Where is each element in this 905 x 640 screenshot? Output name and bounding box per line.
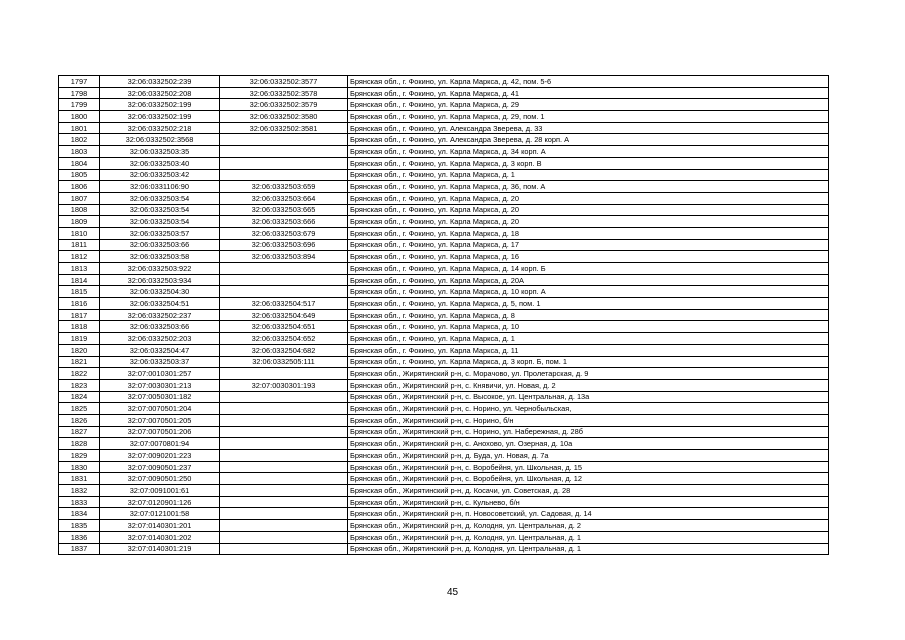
cadastral-number-cell: 32:07:0090501:237 (100, 461, 220, 473)
cadastral-number-cell: 32:07:0090501:250 (100, 473, 220, 485)
cadastral-number-cell: 32:07:0030301:213 (100, 379, 220, 391)
table-row (59, 403, 829, 415)
table-row (59, 368, 829, 380)
building-cadastral-number-cell: 32:06:0332502:3578 (220, 87, 348, 99)
table-row (59, 251, 829, 263)
row-number-cell: 1828 (59, 438, 100, 450)
row-number-cell: 1802 (59, 134, 100, 146)
address-cell: Брянская обл., г. Фокино, ул. Карла Маркса, д. 20 (348, 192, 829, 204)
address-cell: Брянская обл., Жирятинский р-н, с. Кульнево, б/н (348, 496, 829, 508)
building-cadastral-number-cell (220, 508, 348, 520)
table-row (59, 414, 829, 426)
table-row (59, 391, 829, 403)
property-register-table (58, 75, 829, 555)
address-cell: Брянская обл., Жирятинский р-н, с. Воробейня, ул. Школьная, д. 12 (348, 473, 829, 485)
table-row (59, 298, 829, 310)
table-row (59, 485, 829, 497)
row-number-cell: 1817 (59, 309, 100, 321)
table-body (59, 76, 829, 555)
table-row (59, 286, 829, 298)
address-cell: Брянская обл., Жирятинский р-н, д. Колодня, ул. Центральная, д. 2 (348, 520, 829, 532)
cadastral-number-cell: 32:07:0070501:205 (100, 414, 220, 426)
building-cadastral-number-cell (220, 403, 348, 415)
address-cell: Брянская обл., г. Фокино, ул. Карла Маркса, д. 34 корп. А (348, 146, 829, 158)
row-number-cell: 1822 (59, 368, 100, 380)
building-cadastral-number-cell (220, 157, 348, 169)
building-cadastral-number-cell: 32:06:0332505:111 (220, 356, 348, 368)
address-cell: Брянская обл., г. Фокино, ул. Карла Маркса, д. 5, пом. 1 (348, 298, 829, 310)
row-number-cell: 1825 (59, 403, 100, 415)
row-number-cell: 1799 (59, 99, 100, 111)
building-cadastral-number-cell: 32:06:0332503:679 (220, 227, 348, 239)
cadastral-number-cell: 32:06:0332503:58 (100, 251, 220, 263)
cadastral-number-cell: 32:07:0090201:223 (100, 450, 220, 462)
table-row (59, 274, 829, 286)
cadastral-number-cell: 32:07:0121001:58 (100, 508, 220, 520)
building-cadastral-number-cell (220, 274, 348, 286)
cadastral-number-cell: 32:06:0332503:42 (100, 169, 220, 181)
row-number-cell: 1818 (59, 321, 100, 333)
building-cadastral-number-cell (220, 263, 348, 275)
row-number-cell: 1807 (59, 192, 100, 204)
row-number-cell: 1797 (59, 76, 100, 88)
row-number-cell: 1812 (59, 251, 100, 263)
building-cadastral-number-cell: 32:06:0332503:665 (220, 204, 348, 216)
row-number-cell: 1832 (59, 485, 100, 497)
row-number-cell: 1815 (59, 286, 100, 298)
row-number-cell: 1831 (59, 473, 100, 485)
address-cell: Брянская обл., Жирятинский р-н, с. Норино, ул. Набережная, д. 28б (348, 426, 829, 438)
address-cell: Брянская обл., г. Фокино, ул. Александра Зверева, д. 33 (348, 122, 829, 134)
cadastral-number-cell: 32:06:0332502:203 (100, 333, 220, 345)
building-cadastral-number-cell: 32:06:0332502:3580 (220, 111, 348, 123)
address-cell: Брянская обл., г. Фокино, ул. Карла Маркса, д. 16 (348, 251, 829, 263)
cadastral-number-cell: 32:06:0332504:30 (100, 286, 220, 298)
table-row (59, 321, 829, 333)
table-row (59, 263, 829, 275)
row-number-cell: 1801 (59, 122, 100, 134)
row-number-cell: 1823 (59, 379, 100, 391)
building-cadastral-number-cell (220, 169, 348, 181)
building-cadastral-number-cell (220, 438, 348, 450)
building-cadastral-number-cell: 32:06:0332504:517 (220, 298, 348, 310)
table-row (59, 356, 829, 368)
address-cell: Брянская обл., г. Фокино, ул. Карла Маркса, д. 42, пом. 5-6 (348, 76, 829, 88)
address-cell: Брянская обл., Жирятинский р-н, с. Воробейня, ул. Школьная, д. 15 (348, 461, 829, 473)
building-cadastral-number-cell: 32:06:0332504:682 (220, 344, 348, 356)
building-cadastral-number-cell (220, 485, 348, 497)
cadastral-number-cell: 32:06:0332502:239 (100, 76, 220, 88)
table-row (59, 333, 829, 345)
address-cell: Брянская обл., Жирятинский р-н, д. Колодня, ул. Центральная, д. 1 (348, 531, 829, 543)
row-number-cell: 1829 (59, 450, 100, 462)
address-cell: Брянская обл., г. Фокино, ул. Карла Маркса, д. 36, пом. А (348, 181, 829, 193)
building-cadastral-number-cell: 32:06:0332503:666 (220, 216, 348, 228)
address-cell: Брянская обл., г. Фокино, ул. Карла Маркса, д. 14 корп. Б (348, 263, 829, 275)
address-cell: Брянская обл., г. Фокино, ул. Карла Маркса, д. 11 (348, 344, 829, 356)
table-row (59, 239, 829, 251)
cadastral-number-cell: 32:06:0332503:40 (100, 157, 220, 169)
cadastral-number-cell: 32:07:0070501:204 (100, 403, 220, 415)
cadastral-number-cell: 32:06:0331106:90 (100, 181, 220, 193)
table-row (59, 157, 829, 169)
building-cadastral-number-cell (220, 286, 348, 298)
table-row (59, 87, 829, 99)
address-cell: Брянская обл., г. Фокино, ул. Александра Зверева, д. 28 корп. А (348, 134, 829, 146)
table-row (59, 426, 829, 438)
table-row (59, 379, 829, 391)
row-number-cell: 1805 (59, 169, 100, 181)
table-row (59, 309, 829, 321)
cadastral-number-cell: 32:06:0332503:57 (100, 227, 220, 239)
building-cadastral-number-cell: 32:06:0332502:3579 (220, 99, 348, 111)
cadastral-number-cell: 32:07:0050301:182 (100, 391, 220, 403)
building-cadastral-number-cell (220, 473, 348, 485)
building-cadastral-number-cell (220, 146, 348, 158)
table-row (59, 496, 829, 508)
table-row (59, 169, 829, 181)
cadastral-number-cell: 32:06:0332503:54 (100, 204, 220, 216)
cadastral-number-cell: 32:07:0070801:94 (100, 438, 220, 450)
cadastral-number-cell: 32:06:0332503:66 (100, 321, 220, 333)
row-number-cell: 1810 (59, 227, 100, 239)
address-cell: Брянская обл., Жирятинский р-н, д. Косачи, ул. Советская, д. 28 (348, 485, 829, 497)
address-cell: Брянская обл., г. Фокино, ул. Карла Маркса, д. 3 корп. В (348, 157, 829, 169)
row-number-cell: 1806 (59, 181, 100, 193)
table-row (59, 76, 829, 88)
page-number: 45 (446, 587, 459, 598)
table-row (59, 438, 829, 450)
table-row (59, 450, 829, 462)
row-number-cell: 1798 (59, 87, 100, 99)
address-cell: Брянская обл., Жирятинский р-н, с. Норино, ул. Чернобыльская, (348, 403, 829, 415)
address-cell: Брянская обл., г. Фокино, ул. Карла Маркса, д. 1 (348, 169, 829, 181)
building-cadastral-number-cell: 32:06:0332504:652 (220, 333, 348, 345)
cadastral-number-cell: 32:06:0332503:934 (100, 274, 220, 286)
table-row (59, 461, 829, 473)
address-cell: Брянская обл., Жирятинский р-н, с. Норино, б/н (348, 414, 829, 426)
address-cell: Брянская обл., Жирятинский р-н, д. Буда, ул. Новая, д. 7а (348, 450, 829, 462)
building-cadastral-number-cell (220, 543, 348, 555)
building-cadastral-number-cell (220, 134, 348, 146)
building-cadastral-number-cell: 32:06:0332503:696 (220, 239, 348, 251)
table-row (59, 227, 829, 239)
cadastral-number-cell: 32:06:0332502:199 (100, 99, 220, 111)
building-cadastral-number-cell: 32:06:0332504:649 (220, 309, 348, 321)
building-cadastral-number-cell: 32:06:0332502:3581 (220, 122, 348, 134)
cadastral-number-cell: 32:07:0140301:201 (100, 520, 220, 532)
row-number-cell: 1811 (59, 239, 100, 251)
cadastral-number-cell: 32:06:0332502:237 (100, 309, 220, 321)
row-number-cell: 1808 (59, 204, 100, 216)
row-number-cell: 1837 (59, 543, 100, 555)
building-cadastral-number-cell: 32:06:0332502:3577 (220, 76, 348, 88)
building-cadastral-number-cell (220, 520, 348, 532)
address-cell: Брянская обл., г. Фокино, ул. Карла Маркса, д. 18 (348, 227, 829, 239)
building-cadastral-number-cell: 32:07:0030301:193 (220, 379, 348, 391)
building-cadastral-number-cell (220, 450, 348, 462)
cadastral-number-cell: 32:06:0332503:922 (100, 263, 220, 275)
building-cadastral-number-cell (220, 496, 348, 508)
cadastral-number-cell: 32:06:0332503:54 (100, 216, 220, 228)
table-row (59, 531, 829, 543)
cadastral-number-cell: 32:07:0010301:257 (100, 368, 220, 380)
row-number-cell: 1836 (59, 531, 100, 543)
cadastral-number-cell: 32:06:0332503:54 (100, 192, 220, 204)
cadastral-number-cell: 32:06:0332502:3568 (100, 134, 220, 146)
address-cell: Брянская обл., г. Фокино, ул. Карла Маркса, д. 17 (348, 239, 829, 251)
address-cell: Брянская обл., Жирятинский р-н, п. Новосоветский, ул. Садовая, д. 14 (348, 508, 829, 520)
row-number-cell: 1830 (59, 461, 100, 473)
table-row (59, 111, 829, 123)
building-cadastral-number-cell (220, 368, 348, 380)
address-cell: Брянская обл., Жирятинский р-н, с. Морачово, ул. Пролетарская, д. 9 (348, 368, 829, 380)
row-number-cell: 1820 (59, 344, 100, 356)
row-number-cell: 1814 (59, 274, 100, 286)
table-row (59, 520, 829, 532)
row-number-cell: 1816 (59, 298, 100, 310)
cadastral-number-cell: 32:07:0070501:206 (100, 426, 220, 438)
cadastral-number-cell: 32:06:0332504:47 (100, 344, 220, 356)
address-cell: Брянская обл., г. Фокино, ул. Карла Маркса, д. 1 (348, 333, 829, 345)
address-cell: Брянская обл., г. Фокино, ул. Карла Маркса, д. 10 (348, 321, 829, 333)
table-row (59, 473, 829, 485)
table-row (59, 99, 829, 111)
cadastral-number-cell: 32:06:0332502:199 (100, 111, 220, 123)
row-number-cell: 1819 (59, 333, 100, 345)
building-cadastral-number-cell (220, 426, 348, 438)
table-row (59, 134, 829, 146)
address-cell: Брянская обл., г. Фокино, ул. Карла Маркса, д. 41 (348, 87, 829, 99)
cadastral-number-cell: 32:07:0140301:202 (100, 531, 220, 543)
row-number-cell: 1809 (59, 216, 100, 228)
address-cell: Брянская обл., Жирятинский р-н, с. Анохово, ул. Озерная, д. 10а (348, 438, 829, 450)
row-number-cell: 1827 (59, 426, 100, 438)
cadastral-number-cell: 32:06:0332503:37 (100, 356, 220, 368)
table-row (59, 344, 829, 356)
address-cell: Брянская обл., г. Фокино, ул. Карла Маркса, д. 10 корп. А (348, 286, 829, 298)
building-cadastral-number-cell: 32:06:0332503:659 (220, 181, 348, 193)
building-cadastral-number-cell (220, 414, 348, 426)
address-cell: Брянская обл., г. Фокино, ул. Карла Маркса, д. 8 (348, 309, 829, 321)
building-cadastral-number-cell (220, 531, 348, 543)
building-cadastral-number-cell (220, 391, 348, 403)
address-cell: Брянская обл., г. Фокино, ул. Карла Маркса, д. 20А (348, 274, 829, 286)
table-row (59, 181, 829, 193)
row-number-cell: 1821 (59, 356, 100, 368)
cadastral-number-cell: 32:06:0332503:35 (100, 146, 220, 158)
table-row (59, 216, 829, 228)
row-number-cell: 1834 (59, 508, 100, 520)
building-cadastral-number-cell: 32:06:0332503:664 (220, 192, 348, 204)
address-cell: Брянская обл., г. Фокино, ул. Карла Маркса, д. 29 (348, 99, 829, 111)
building-cadastral-number-cell (220, 461, 348, 473)
cadastral-number-cell: 32:07:0140301:219 (100, 543, 220, 555)
row-number-cell: 1833 (59, 496, 100, 508)
table-row (59, 192, 829, 204)
address-cell: Брянская обл., г. Фокино, ул. Карла Маркса, д. 20 (348, 204, 829, 216)
address-cell: Брянская обл., Жирятинский р-н, д. Колодня, ул. Центральная, д. 1 (348, 543, 829, 555)
row-number-cell: 1835 (59, 520, 100, 532)
cadastral-number-cell: 32:07:0120901:126 (100, 496, 220, 508)
building-cadastral-number-cell: 32:06:0332504:651 (220, 321, 348, 333)
cadastral-number-cell: 32:06:0332502:218 (100, 122, 220, 134)
row-number-cell: 1813 (59, 263, 100, 275)
cadastral-number-cell: 32:06:0332504:51 (100, 298, 220, 310)
address-cell: Брянская обл., Жирятинский р-н, с. Высокое, ул. Центральная, д. 13а (348, 391, 829, 403)
address-cell: Брянская обл., г. Фокино, ул. Карла Маркса, д. 3 корп. Б, пом. 1 (348, 356, 829, 368)
cadastral-number-cell: 32:06:0332503:66 (100, 239, 220, 251)
cadastral-number-cell: 32:07:0091001:61 (100, 485, 220, 497)
row-number-cell: 1824 (59, 391, 100, 403)
cadastral-number-cell: 32:06:0332502:208 (100, 87, 220, 99)
address-cell: Брянская обл., г. Фокино, ул. Карла Маркса, д. 29, пом. 1 (348, 111, 829, 123)
building-cadastral-number-cell: 32:06:0332503:894 (220, 251, 348, 263)
row-number-cell: 1803 (59, 146, 100, 158)
address-cell: Брянская обл., Жирятинский р-н, с. Княвичи, ул. Новая, д. 2 (348, 379, 829, 391)
table-row (59, 204, 829, 216)
address-cell: Брянская обл., г. Фокино, ул. Карла Маркса, д. 20 (348, 216, 829, 228)
row-number-cell: 1826 (59, 414, 100, 426)
row-number-cell: 1804 (59, 157, 100, 169)
table-row (59, 543, 829, 555)
table-row (59, 146, 829, 158)
table-row (59, 508, 829, 520)
row-number-cell: 1800 (59, 111, 100, 123)
table-row (59, 122, 829, 134)
